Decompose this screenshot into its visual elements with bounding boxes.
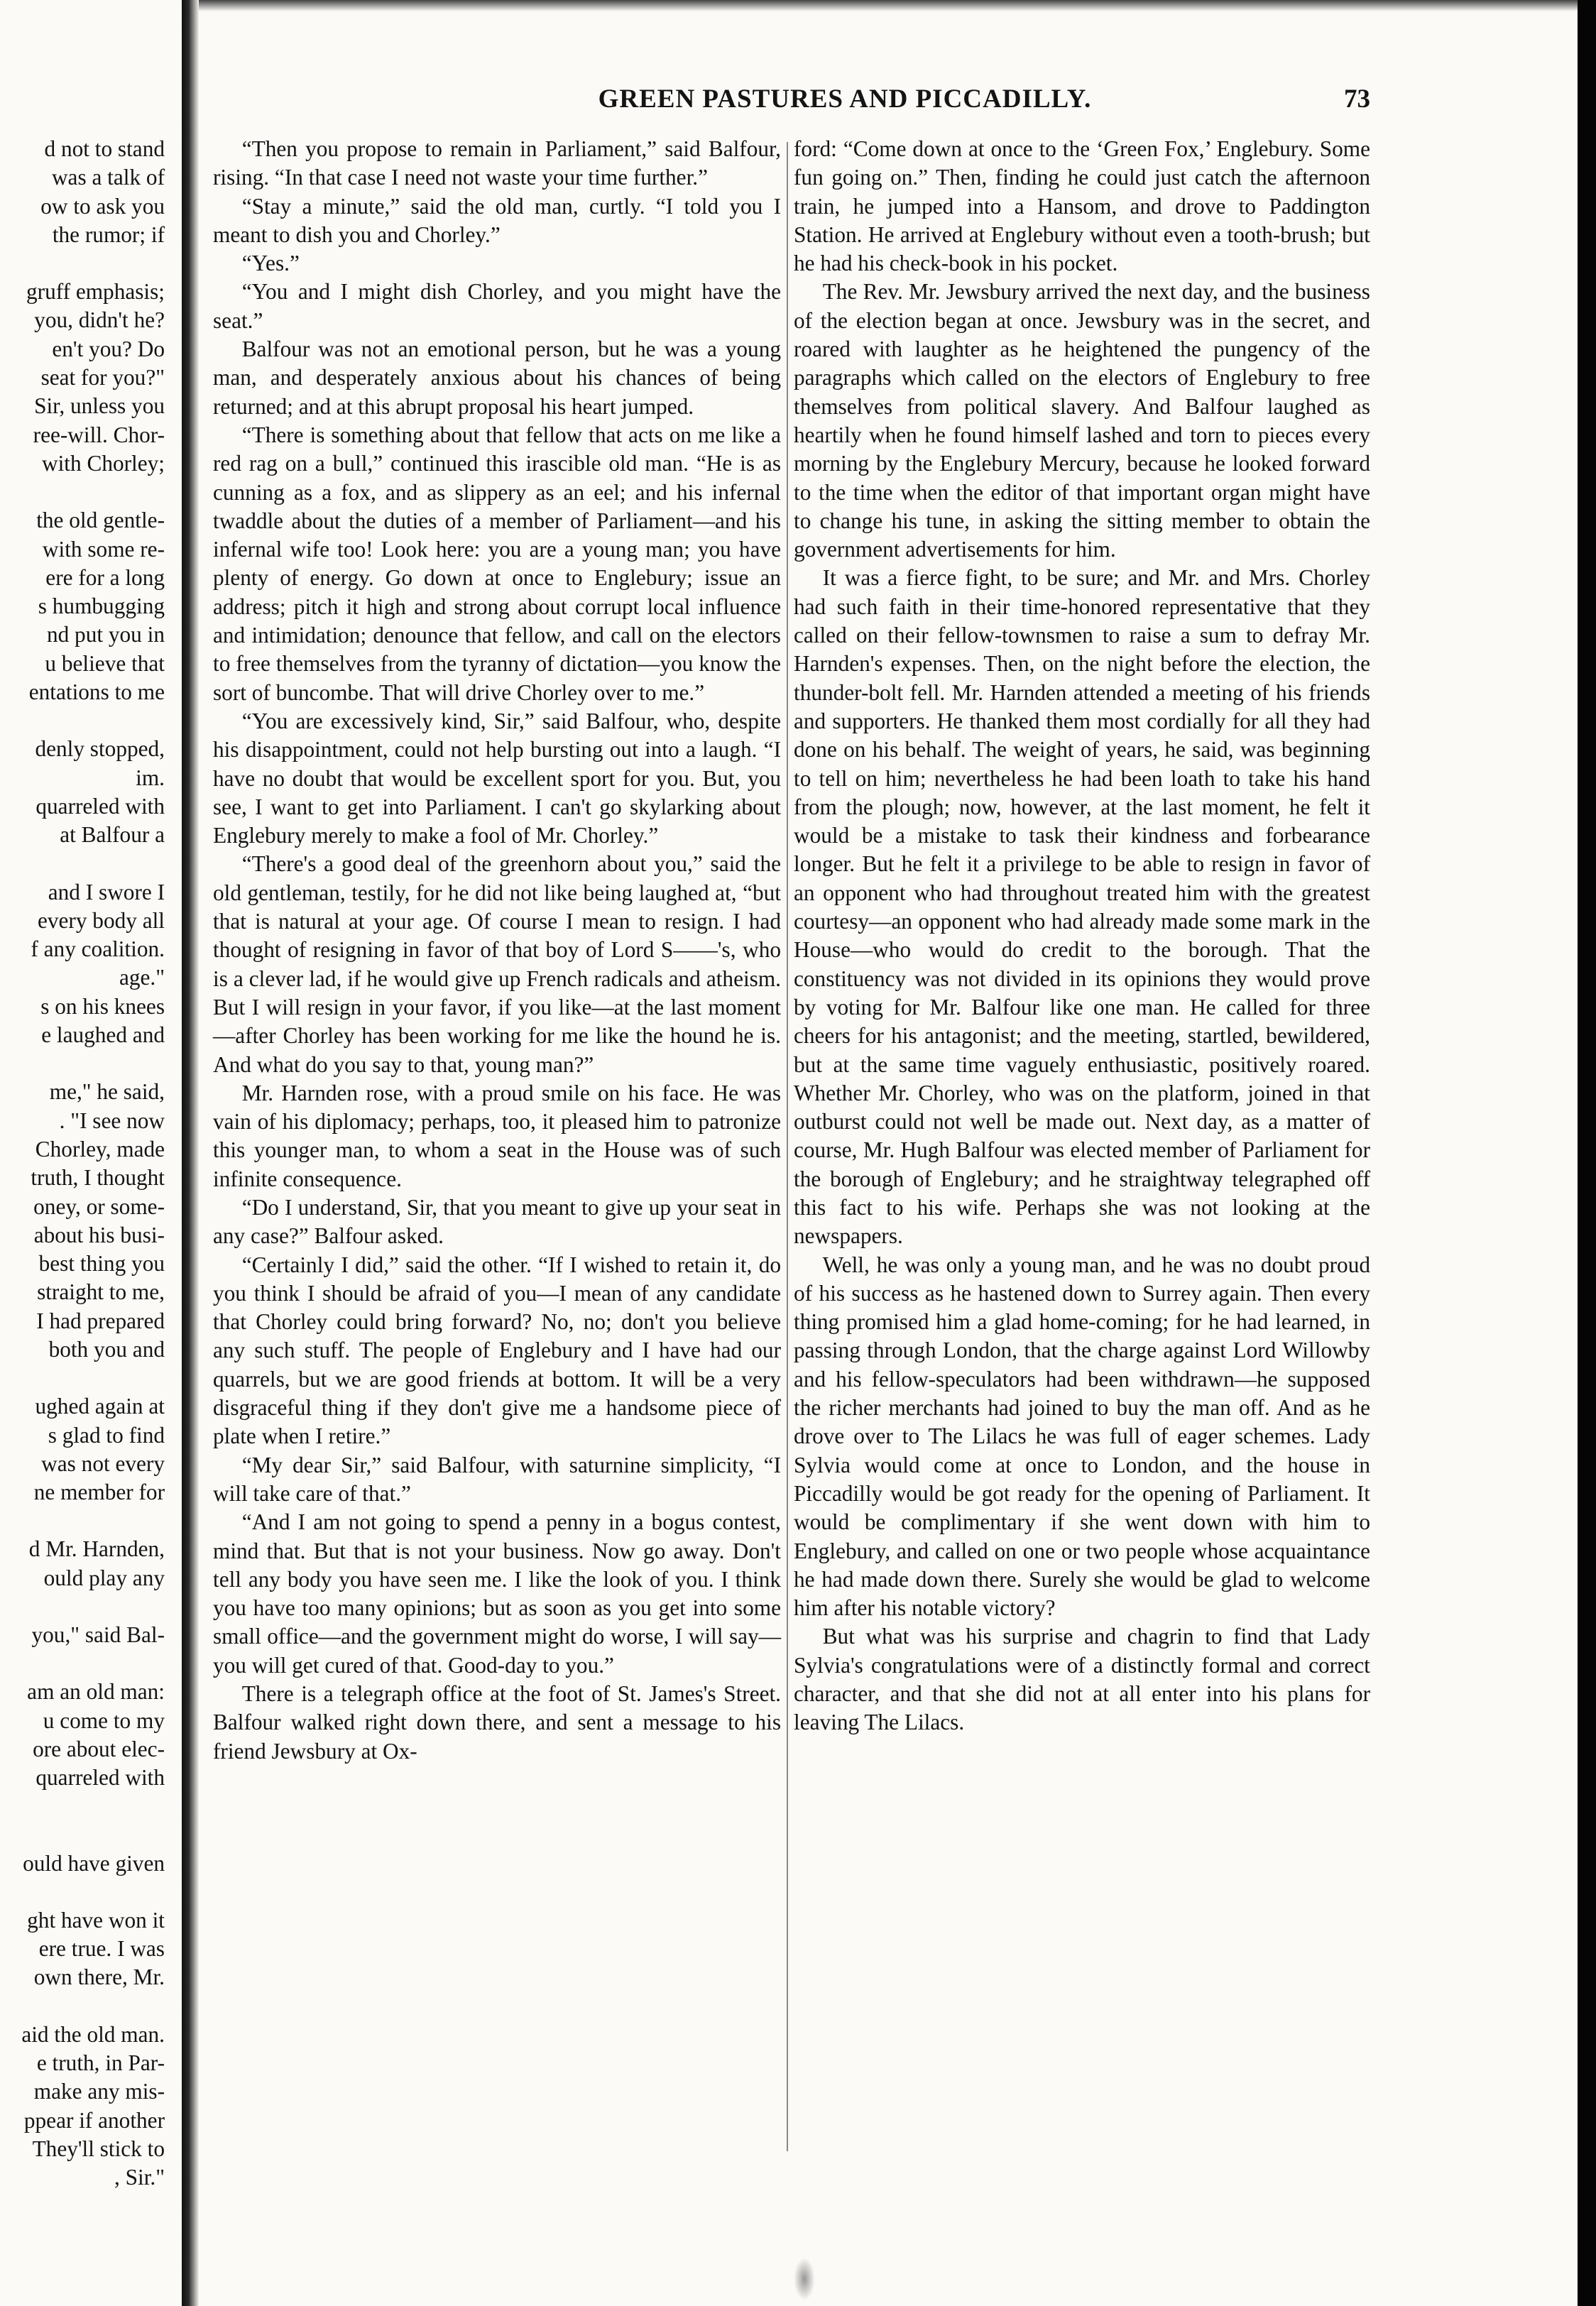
fragment-line: ould play any <box>43 1565 165 1590</box>
fragment-line: ould have given <box>23 1850 165 1876</box>
fragment-line <box>0 1364 168 1392</box>
fragment-line: entations to me <box>28 679 165 705</box>
fragment-line: oney, or some- <box>33 1193 165 1219</box>
fragment-line <box>0 1592 168 1621</box>
fragment-line: ore about elec- <box>33 1736 165 1761</box>
fragment-line: was not every <box>41 1450 165 1476</box>
top-shadow <box>199 0 1578 11</box>
paragraph: ford: “Come down at once to the ‘Green Fox,’ Englebury. Some fun going on.” Then, finding he could just catch the afternoon train, he jumped into a Hansom, and drove to Paddington Station. He arrived at Englebury without even a tooth-brush; but he had his check-book in his pocket. <box>794 136 1370 276</box>
fragment-line: every body all <box>37 907 165 933</box>
fragment-line: They'll stick to <box>32 2136 165 2161</box>
fragment-line <box>0 850 168 878</box>
fragment-line: the rumor; if <box>52 222 165 247</box>
fragment-line: age." <box>119 965 165 990</box>
fragment-line <box>0 1649 168 1678</box>
fragment-line: the old gentle- <box>36 508 165 533</box>
fragment-line: denly stopped, <box>35 736 165 762</box>
fragment-line: u believe that <box>45 650 165 676</box>
paragraph: “There is something about that fellow that acts on me like a red rag on a bull,” continued this irascible old man. “He is as cunning as a fox, and as slippery as an eel; and his infernal twaddle about the duties of a member of Parliament—and his infernal wife too! Look here: you are a young man; you have plenty of energy. Go down at once to Englebury; issue an address; pitch it high and strong about corrupt local influence and intimidation; denounce that fellow, and call on the electors to free themselves from the tyranny of dictation—you know the sort of buncombe. That will drive Chorley over to me.” <box>213 422 781 705</box>
middle-text-column <box>213 135 781 1766</box>
fragment-line: own there, Mr. <box>33 1965 165 1990</box>
fragment-line: s on his knees <box>40 993 165 1019</box>
fragment-line: Sir, unless you <box>34 393 165 419</box>
fragment-line: I had prepared <box>36 1308 165 1333</box>
binding-gutter <box>182 0 199 2306</box>
paragraph: “Certainly I did,” said the other. “If I wished to retain it, do you think I should be afraid of you—I mean of any candidate that Chorley could bring forward? No, no; don't you believe any such stuff. The people of Englebury and I have had our quarrels, but we are good friends at bottom. It will be a very disgraceful thing if they don't give me a handsome piece of plate when I retire.” <box>213 1252 781 1449</box>
fragment-line: was a talk of <box>51 165 165 190</box>
paragraph: “There's a good deal of the greenhorn about you,” said the old gentleman, testily, for he did not like being laughed at, “but that is natural at your age. Of course I mean to resign. I had thought of resigning in favor of that boy of Lord S——'s, who is a clever lad, if he would give up French radicals and atheism. But I will resign in your favor, if you like—at the last moment—after Chorley has been working for me like the hound he is. And what do you say to that, young man?” <box>213 851 781 1077</box>
paragraph: “And I am not going to spend a penny in a bogus contest, mind that. But that is not your business. Now go away. Don't tell any body you have seen me. I like the look of you. I think you have too many opinions; but as soon as you get into some small office—and the government might do worse, I will say—you will get cured of that. Good-day to you.” <box>213 1509 781 1678</box>
fragment-line: gruff emphasis; <box>26 279 165 305</box>
fragment-line: truth, I thought <box>31 1165 165 1191</box>
paragraph: Balfour was not an emotional person, but he was a young man, and desperately anxious about his chances of being returned; and at this abrupt proposal his heart jumped. <box>213 337 781 419</box>
paragraph: It was a fierce fight, to be sure; and Mr. and Mrs. Chorley had such faith in their time-honored representative that they called on their fellow-townsmen to raise a sum to defray Mr. Harnden's expenses. Then, on the night before the election, the thunder-bolt fell. Mr. Harnden attended a meeting of his friends and supporters. He thanked them most cordially for all they had done on his behalf. The weight of years, he said, was beginning to tell on him; nevertheless he had been loath to take his hand from the plough; now, however, at the last moment, he felt it would be a mistake to task their kindness and forbearance longer. But he felt it a privilege to be able to resign in favor of an opponent who had throughout treated him with the greatest courtesy—an opponent who had already made some mark in the House—who would do credit to the borough. That the constituency was not divided in its opinions they would prove by voting for Mr. Balfour like one man. He called for three cheers for his antagonist; and the meeting, startled, bewildered, but at the same time vaguely enthusiastic, positively roared. Whether Mr. Chorley, who was on the platform, joined in that outburst could not well be made out. Next day, as a matter of course, Mr. Hugh Balfour was elected member of Parliament for the borough of Englebury; and he straightway telegraphed off this fact to his wife. Perhaps she was not looking at the newspapers. <box>794 565 1370 1249</box>
fragment-line: make any mis- <box>33 2079 165 2104</box>
paragraph: “Stay a minute,” said the old man, curtly. “I told you I meant to dish you and Chorley.” <box>213 193 781 247</box>
fragment-line <box>0 1821 168 1849</box>
paragraph: But what was his surprise and chagrin to find that Lady Sylvia's congratulations were of a distinctly formal and correct character, and that she did not at all enter into his plans for leaving The Lilacs. <box>794 1624 1370 1735</box>
fragment-line: with some re- <box>42 536 165 562</box>
fragment-line: ere true. I was <box>38 1936 165 1962</box>
paragraph: “Yes.” <box>241 251 300 276</box>
paragraph: “Do I understand, Sir, that you meant to give up your seat in any case?” Balfour asked. <box>213 1194 781 1249</box>
paragraph: “You and I might dish Chorley, and you might have the seat.” <box>213 279 781 333</box>
fragment-line: aid the old man. <box>21 2021 165 2047</box>
paragraph: Well, he was only a young man, and he was no doubt proud of his success as he hastened down to Surrey again. Then every thing promised him a glad home-coming; for he had learned, in passing through London, that the charge against Lord Willowby and his fellow-speculators had been withdrawn—he supposed the richer merchants had joined to buy the man off. And as he drove over to The Lilacs he was full of eager schemes. Lady Sylvia would come at once to London, and the house in Piccadilly would be got ready for the opening of Parliament. It would be complimentary if she went down with him to Englebury, and called on one or two people whose acquaintance he had made down there. Surely she would be glad to welcome him after his notable victory? <box>794 1252 1370 1621</box>
fragment-line <box>0 1049 168 1078</box>
fragment-line: ow to ask you <box>40 193 165 219</box>
fragment-line: you," said Bal- <box>31 1622 165 1648</box>
column-divider <box>787 142 788 2151</box>
fragment-line <box>0 706 168 735</box>
fragment-line: about his busi- <box>33 1222 165 1247</box>
fragment-line <box>0 478 168 506</box>
fragment-line: at Balfour a <box>60 822 165 848</box>
fragment-line: . "I see now <box>59 1108 165 1133</box>
paragraph: Mr. Harnden rose, with a proud smile on his face. He was vain of his diplomacy; perhaps, too, it pleased him to patronize this younger man, to whom a seat in the House was of such infinite consequence. <box>213 1080 781 1191</box>
page-edge <box>1578 0 1596 2306</box>
fragment-line: seat for you?" <box>40 365 165 390</box>
paragraph: “You are excessively kind, Sir,” said Balfour, who, despite his disappointment, could not help bursting out into a laugh. “I have no doubt that would be excellent sport for you. But, you see, I want to get into Parliament. I can't go skylarking about Englebury merely to make a fool of Mr. Chorley.” <box>213 708 781 848</box>
fragment-line: im. <box>136 765 165 790</box>
fragment-line: s glad to find <box>48 1422 165 1448</box>
fragment-line: quarreled with <box>35 793 165 819</box>
fragment-line: and I swore I <box>48 879 165 905</box>
paragraph: “Then you propose to remain in Parliament,” said Balfour, rising. “In that case I need not waste your time further.” <box>213 136 781 190</box>
fragment-line: ughed again at <box>35 1394 165 1419</box>
page-number: 73 <box>1344 84 1370 114</box>
fragment-line: ght have won it <box>27 1907 165 1933</box>
previous-page-fragment-column <box>0 135 168 2192</box>
fragment-line: , Sir." <box>114 2165 165 2190</box>
fragment-line: ree-will. Chor- <box>33 422 165 447</box>
right-text-column <box>794 135 1370 1737</box>
fragment-line: am an old man: <box>27 1679 165 1705</box>
fragment-line: ere for a long <box>45 564 165 590</box>
fragment-line <box>0 1793 168 1821</box>
fragment-line: e truth, in Par- <box>36 2050 165 2076</box>
fragment-line: nd put you in <box>46 622 165 647</box>
fragment-line: d not to stand <box>44 136 165 161</box>
paragraph: The Rev. Mr. Jewsbury arrived the next day, and the business of the election began at once. Jewsbury was in the secret, and roared with laughter as he heightened the pungency of the paragraphs which called on the electors of Englebury to free themselves from political slavery. And Balfour laughed as heartily when he found himself lashed and torn to pieces every morning by the Englebury Mercury, because he looked forward to the time when the editor of that important organ might have to change his tune, in asking the sitting member to obtain the government advertisements for him. <box>794 279 1370 562</box>
fragment-line: me," he said, <box>49 1079 165 1105</box>
fragment-line: Chorley, made <box>35 1136 165 1162</box>
fragment-line: you, didn't he? <box>34 307 165 333</box>
fragment-line: best thing you <box>38 1251 165 1277</box>
fragment-line: s humbugging <box>38 594 165 619</box>
fragment-line: ppear if another <box>23 2107 165 2133</box>
fragment-line: u come to my <box>43 1707 165 1733</box>
fragment-line: quarreled with <box>35 1765 165 1791</box>
fragment-line: ne member for <box>33 1480 165 1505</box>
fragment-line: f any coalition. <box>31 936 165 962</box>
fragment-line: en't you? Do <box>52 336 165 361</box>
paragraph: “My dear Sir,” said Balfour, with saturnine simplicity, “I will take care of that.” <box>213 1452 781 1506</box>
fragment-line <box>0 1507 168 1535</box>
running-title: GREEN PASTURES AND PICCADILLY. <box>598 84 1092 114</box>
paragraph: There is a telegraph office at the foot of St. James's Street. Balfour walked right down there, and sent a message to his friend Jewsbury at Ox- <box>213 1681 781 1764</box>
fragment-line <box>0 1992 168 2021</box>
fragment-line <box>0 1878 168 1906</box>
scan-artifact <box>794 2258 815 2300</box>
fragment-line: straight to me, <box>37 1279 165 1305</box>
page-header <box>227 84 1370 121</box>
fragment-line: e laughed and <box>41 1022 165 1048</box>
fragment-line: with Chorley; <box>42 450 165 476</box>
fragment-line: d Mr. Harnden, <box>28 1536 165 1562</box>
fragment-line <box>0 249 168 278</box>
fragment-line: both you and <box>48 1336 165 1362</box>
